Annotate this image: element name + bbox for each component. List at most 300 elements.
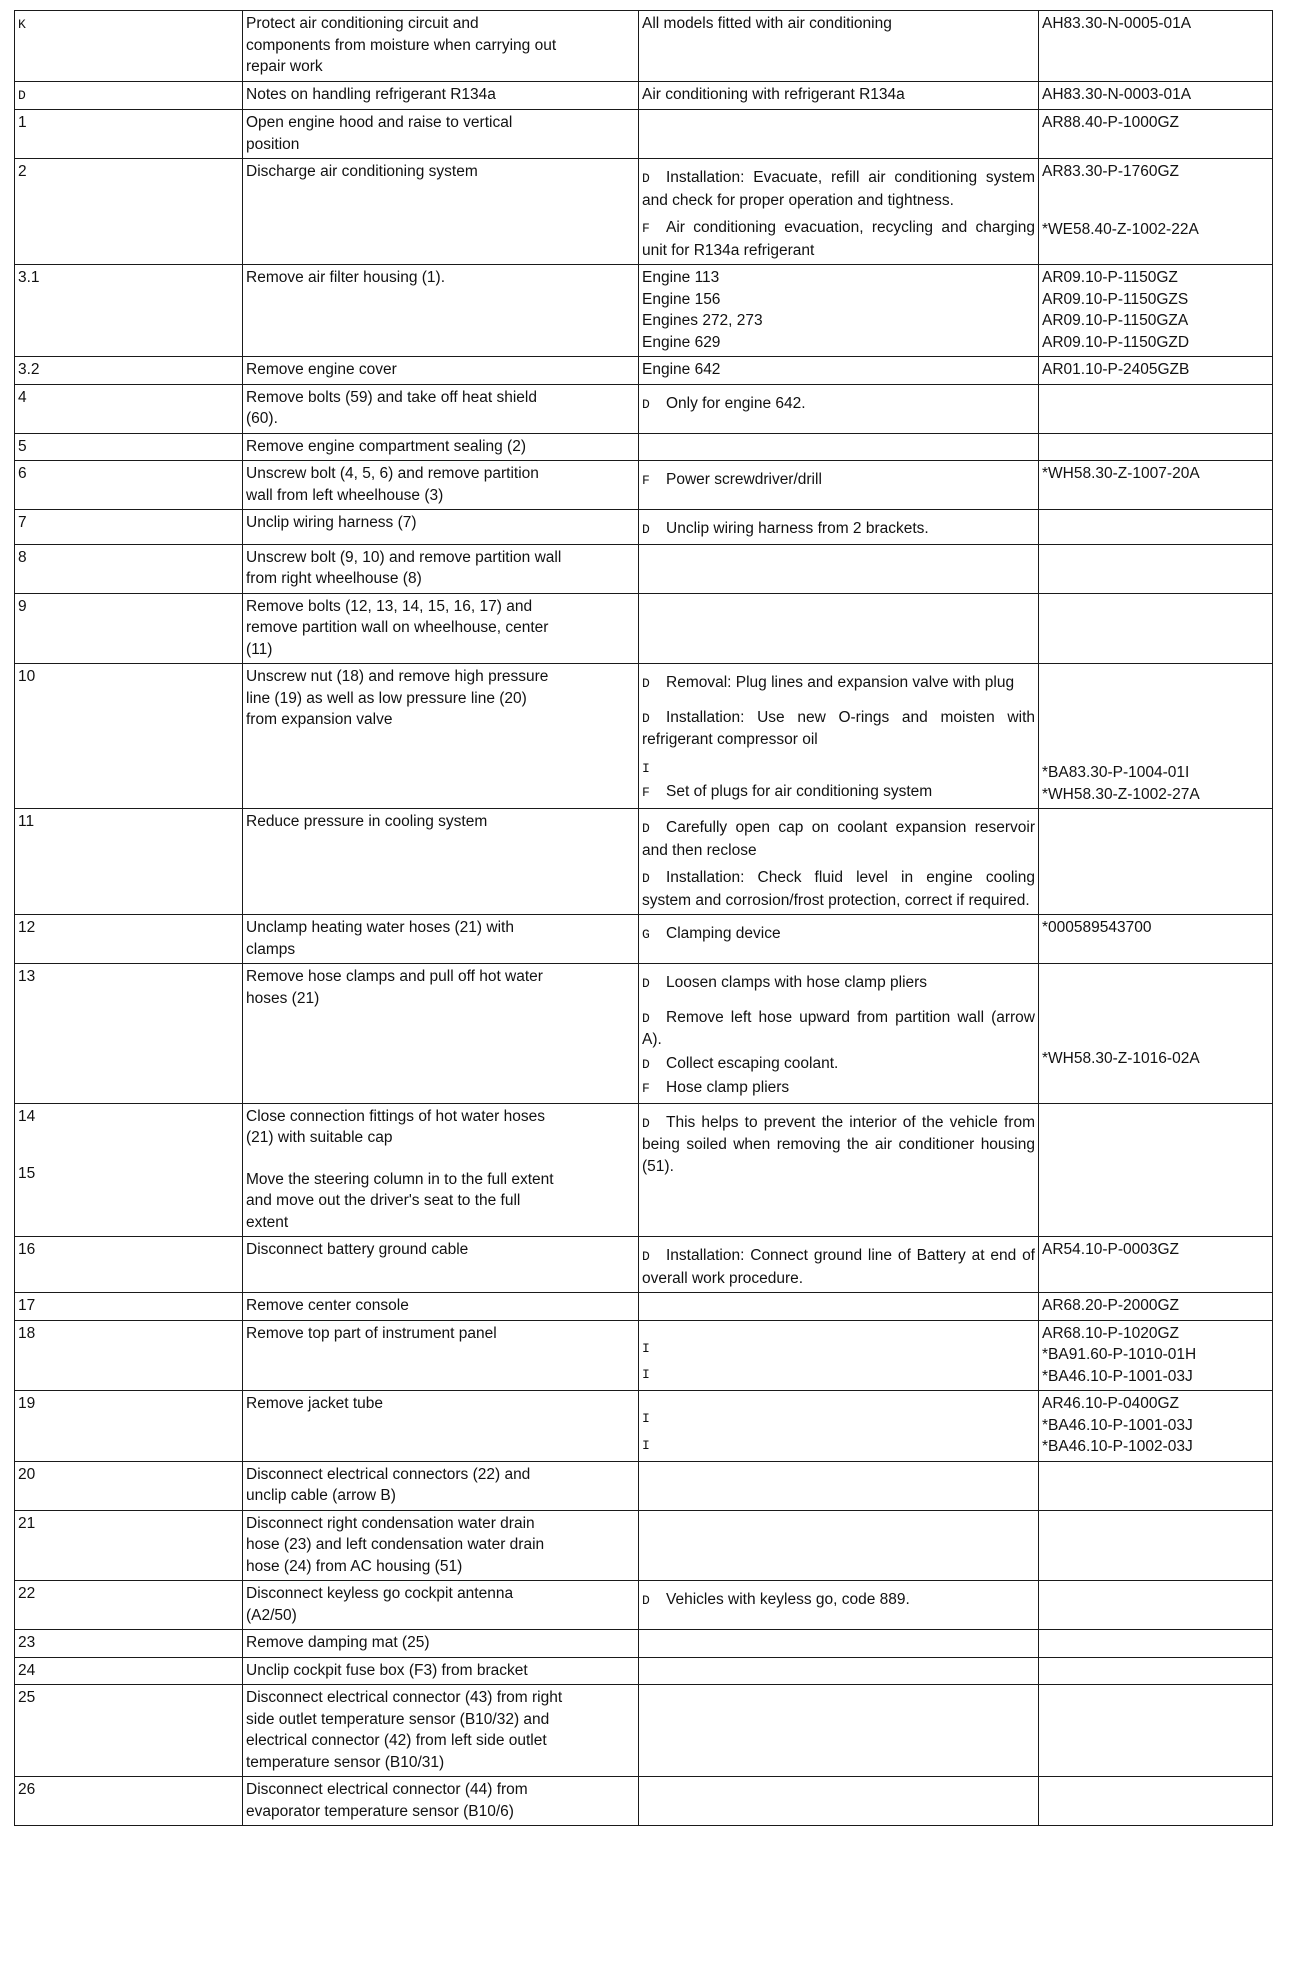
notes-cell (639, 1630, 1039, 1658)
reference-cell (1039, 510, 1273, 545)
step-number-cell (15, 1320, 243, 1391)
note-text: Installation: Use new O-rings and moisten with refrigerant compressor oil (642, 708, 1035, 748)
note-item (642, 310, 1035, 332)
note-text: Vehicles with keyless go, code 889. (666, 1591, 910, 1608)
reference-code: AR88.40-P-1000GZ (1042, 114, 1179, 131)
action-cell (243, 1657, 639, 1685)
note-marker-icon: G (642, 927, 650, 942)
notes-cell (639, 1103, 1039, 1237)
table-row (15, 664, 1273, 809)
step-number-cell (15, 1103, 243, 1237)
action-cell (243, 1777, 639, 1826)
reference-cell (1039, 1685, 1273, 1777)
note-item (642, 1434, 1035, 1457)
action-text: Remove engine compartment sealing (2) (246, 437, 526, 455)
action-text: wall from left wheelhouse (3) (246, 486, 444, 504)
note-item (642, 1245, 1035, 1289)
action-text: evaporator temperature sensor (B10/6) (246, 1802, 514, 1820)
reference-code: AR46.10-P-0400GZ (1042, 1395, 1179, 1412)
step-number: 4 (18, 388, 27, 406)
action-text: Close connection fittings of hot water hoses (246, 1107, 545, 1125)
note-marker-icon: D (642, 1249, 650, 1264)
reference-code: AH83.30-N-0003-01A (1042, 85, 1192, 103)
reference-cell (1039, 1293, 1273, 1321)
table-row (15, 1657, 1273, 1685)
note-item (642, 1112, 1035, 1178)
notes-cell (639, 357, 1039, 385)
step-number: 10 (18, 668, 36, 685)
step-number: 22 (18, 1585, 36, 1602)
notes-cell (639, 915, 1039, 964)
reference-cell (1039, 964, 1273, 1104)
action-text: Unclip wiring harness (7) (246, 514, 417, 531)
table-row (15, 964, 1273, 1104)
notes-cell (639, 964, 1039, 1104)
notes-cell (639, 81, 1039, 110)
note-text: Air conditioning evacuation, recycling and charging unit for R134a refrigerant (642, 219, 1035, 259)
table-row (15, 1391, 1273, 1462)
note-item (642, 923, 1035, 946)
step-number-cell (15, 544, 243, 593)
step-number-cell (15, 265, 243, 357)
reference-code: *BA46.10-P-1001-03J (1042, 1367, 1193, 1385)
action-cell (243, 1685, 639, 1777)
note-text: Set of plugs for air conditioning system (666, 783, 933, 800)
action-cell (243, 964, 639, 1104)
note-marker-icon: I (642, 1367, 650, 1382)
step-number: 1 (18, 114, 27, 131)
note-item (642, 1053, 1035, 1076)
step-number: 5 (18, 437, 27, 455)
reference-cell (1039, 1320, 1273, 1391)
reference-code: *BA46.10-P-1002-03J (1042, 1438, 1193, 1455)
action-text: from right wheelhouse (8) (246, 570, 422, 587)
note-marker-icon: F (642, 785, 650, 800)
note-text: Clamping device (666, 925, 781, 942)
notes-cell (639, 1237, 1039, 1293)
action-cell (243, 1293, 639, 1321)
step-number-cell (15, 11, 243, 82)
action-text: position (246, 135, 300, 153)
table-row (15, 11, 1273, 82)
notes-cell (639, 433, 1039, 461)
note-text: Installation: Check fluid level in engine cooling system and corrosion/frost protection, correct if required. (642, 869, 1035, 909)
reference-cell (1039, 1391, 1273, 1462)
notes-cell (639, 544, 1039, 593)
reference-cell (1039, 461, 1273, 510)
step-number-cell (15, 1510, 243, 1581)
notes-cell (639, 461, 1039, 510)
table-row (15, 357, 1273, 385)
step-number: 15 (18, 1165, 36, 1182)
reference-cell (1039, 1237, 1273, 1293)
notes-cell (639, 1657, 1039, 1685)
step-number-cell (15, 1237, 243, 1293)
step-number: 3.1 (18, 269, 40, 286)
action-text: Unclip cockpit fuse box (F3) from bracket (246, 1661, 528, 1679)
step-number-cell (15, 510, 243, 545)
reference-code: AH83.30-N-0005-01A (1042, 15, 1192, 32)
action-text: Disconnect right condensation water drain (246, 1514, 535, 1532)
action-text: Reduce pressure in cooling system (246, 813, 488, 830)
step-number-cell (15, 1581, 243, 1630)
action-cell (243, 110, 639, 159)
reference-cell (1039, 915, 1273, 964)
note-item (642, 1337, 1035, 1360)
note-text: Hose clamp pliers (666, 1079, 790, 1096)
step-number-cell (15, 433, 243, 461)
step-number: 19 (18, 1395, 36, 1412)
step-number: 14 (18, 1107, 36, 1125)
action-cell (243, 544, 639, 593)
action-text: Remove jacket tube (246, 1395, 383, 1412)
step-number-cell (15, 1293, 243, 1321)
reference-code: *WE58.40-Z-1002-22A (1042, 220, 1199, 238)
action-text: line (19) as well as low pressure line (20) (246, 689, 527, 707)
reference-code: *WH58.30-Z-1007-20A (1042, 465, 1200, 482)
step-number: 8 (18, 548, 27, 566)
note-text: This helps to prevent the interior of the vehicle from being soiled when removing the air conditioner housing (51). (642, 1113, 1035, 1175)
action-text: Remove air filter housing (1). (246, 269, 445, 286)
step-number: 3.2 (18, 361, 40, 378)
step-number: 12 (18, 919, 36, 936)
table-row (15, 915, 1273, 964)
table-row (15, 1461, 1273, 1510)
note-marker-icon: D (642, 871, 650, 886)
note-marker-icon: I (642, 1340, 650, 1356)
reference-code: *000589543700 (1042, 919, 1152, 936)
reference-cell (1039, 110, 1273, 159)
step-number-cell (15, 593, 243, 664)
note-item (642, 867, 1035, 911)
step-number: 11 (18, 813, 35, 830)
action-text: side outlet temperature sensor (B10/32) and (246, 1710, 550, 1728)
note-text: Removal: Plug lines and expansion valve with plug (666, 674, 1015, 691)
notes-cell (639, 1777, 1039, 1826)
action-cell (243, 1581, 639, 1630)
note-text: Installation: Connect ground line of Battery at end of overall work procedure. (642, 1247, 1035, 1287)
note-text: Remove left hose upward from partition wall (arrow A). (642, 1008, 1035, 1048)
action-text: hoses (21) (246, 989, 320, 1007)
note-item (642, 781, 1035, 804)
step-number-cell (15, 1685, 243, 1777)
reference-cell (1039, 1777, 1273, 1826)
action-text: hose (24) from AC housing (51) (246, 1557, 463, 1575)
action-text: Open engine hood and raise to vertical (246, 114, 513, 131)
note-text: Unclip wiring harness from 2 brackets. (666, 520, 929, 537)
step-number-cell (15, 1777, 243, 1826)
table-row (15, 159, 1273, 265)
action-cell (243, 1237, 639, 1293)
action-text: from expansion valve (246, 711, 393, 728)
table-row (15, 461, 1273, 510)
note-item (642, 1363, 1035, 1386)
step-number-cell (15, 1630, 243, 1658)
action-text: Remove bolts (59) and take off heat shield (246, 388, 537, 406)
reference-cell (1039, 1510, 1273, 1581)
action-cell (243, 384, 639, 433)
reference-cell (1039, 159, 1273, 265)
action-text: clamps (246, 940, 296, 958)
step-number-cell (15, 159, 243, 265)
note-item (642, 518, 1035, 541)
reference-code: AR01.10-P-2405GZB (1042, 361, 1190, 378)
reference-code: AR09.10-P-1150GZA (1042, 312, 1189, 329)
note-item (642, 84, 1035, 106)
step-number-cell (15, 81, 243, 110)
note-marker-icon: D (642, 522, 650, 537)
step-number: 2 (18, 163, 27, 180)
reference-code: AR09.10-P-1150GZD (1042, 333, 1190, 351)
reference-cell (1039, 357, 1273, 385)
note-text: Air conditioning with refrigerant R134a (642, 85, 905, 103)
notes-cell (639, 1685, 1039, 1777)
table-row (15, 1293, 1273, 1321)
action-text: Remove top part of instrument panel (246, 1324, 497, 1342)
notes-cell (639, 1461, 1039, 1510)
note-text: Engine 156 (642, 290, 721, 308)
note-marker-icon: D (642, 1593, 650, 1608)
notes-cell (639, 593, 1039, 664)
step-number: 24 (18, 1661, 36, 1679)
action-text: Discharge air conditioning system (246, 163, 478, 180)
reference-code: AR83.30-P-1760GZ (1042, 163, 1179, 180)
reference-code: AR54.10-P-0003GZ (1042, 1241, 1179, 1258)
table-row (15, 1320, 1273, 1391)
action-text: Remove bolts (12, 13, 14, 15, 16, 17) and (246, 597, 533, 615)
action-text: electrical connector (42) from left side outlet (246, 1732, 547, 1749)
action-text: and move out the driver's seat to the full (246, 1192, 521, 1209)
action-text: (11) (246, 640, 273, 658)
reference-code: *BA91.60-P-1010-01H (1042, 1346, 1197, 1363)
reference-code: AR09.10-P-1150GZ (1042, 269, 1178, 286)
note-item (642, 1007, 1035, 1051)
reference-cell (1039, 593, 1273, 664)
note-marker-icon: D (642, 821, 650, 836)
table-row (15, 265, 1273, 357)
step-number-cell (15, 809, 243, 915)
table-row (15, 1685, 1273, 1777)
notes-cell (639, 11, 1039, 82)
step-number: D (18, 87, 26, 103)
action-text: Unscrew nut (18) and remove high pressure (246, 668, 549, 685)
reference-cell (1039, 81, 1273, 110)
note-item (642, 1407, 1035, 1430)
notes-cell (639, 265, 1039, 357)
step-number-cell (15, 1391, 243, 1462)
action-cell (243, 1630, 639, 1658)
step-number: 23 (18, 1634, 36, 1651)
action-text: Remove hose clamps and pull off hot water (246, 968, 543, 985)
notes-cell (639, 110, 1039, 159)
table-row (15, 510, 1273, 545)
note-marker-icon: I (642, 1437, 650, 1453)
note-item (642, 817, 1035, 861)
reference-code: *WH58.30-Z-1016-02A (1042, 1050, 1200, 1067)
reference-cell (1039, 664, 1273, 809)
note-marker-icon: F (642, 473, 650, 488)
step-number-cell (15, 357, 243, 385)
note-text: All models fitted with air conditioning (642, 15, 892, 32)
table-row (15, 384, 1273, 433)
reference-cell (1039, 384, 1273, 433)
step-number-cell (15, 664, 243, 809)
table-row (15, 1103, 1273, 1237)
reference-code: *BA83.30-P-1004-01I (1042, 764, 1190, 781)
action-text: temperature sensor (B10/31) (246, 1753, 445, 1771)
action-text: hose (23) and left condensation water drain (246, 1536, 545, 1553)
reference-cell (1039, 11, 1273, 82)
action-text: Disconnect keyless go cockpit antenna (246, 1585, 514, 1602)
action-cell (243, 1103, 639, 1237)
action-cell (243, 433, 639, 461)
note-item (642, 469, 1035, 492)
action-cell (243, 510, 639, 545)
action-text: Protect air conditioning circuit and (246, 15, 479, 32)
table-row (15, 110, 1273, 159)
reference-code: AR68.20-P-2000GZ (1042, 1297, 1179, 1314)
table-row (15, 1237, 1273, 1293)
note-text: Power screwdriver/drill (666, 471, 822, 488)
procedure-table-body (15, 11, 1273, 1826)
reference-cell (1039, 1581, 1273, 1630)
table-row (15, 81, 1273, 110)
step-number: 20 (18, 1465, 36, 1483)
step-number-cell (15, 1657, 243, 1685)
action-text: Remove engine cover (246, 361, 397, 378)
step-number: 18 (18, 1324, 36, 1342)
note-item (642, 289, 1035, 311)
action-cell (243, 265, 639, 357)
action-cell (243, 1391, 639, 1462)
note-marker-icon: F (642, 1081, 650, 1096)
note-item (642, 1589, 1035, 1612)
note-item (642, 167, 1035, 211)
action-text: components from moisture when carrying out (246, 36, 557, 54)
step-number: 6 (18, 465, 27, 482)
procedure-table (14, 10, 1273, 1826)
notes-cell (639, 1391, 1039, 1462)
action-cell (243, 357, 639, 385)
step-number: 16 (18, 1241, 36, 1258)
action-text: (A2/50) (246, 1606, 297, 1624)
note-marker-icon: D (642, 976, 650, 991)
reference-cell (1039, 1461, 1273, 1510)
table-row (15, 809, 1273, 915)
note-text: Loosen clamps with hose clamp pliers (666, 974, 928, 991)
note-marker-icon: I (642, 760, 650, 776)
reference-cell (1039, 433, 1273, 461)
step-number: 17 (18, 1297, 36, 1314)
action-text: Notes on handling refrigerant R134a (246, 85, 496, 103)
action-cell (243, 664, 639, 809)
note-item (642, 267, 1035, 289)
action-text: unclip cable (arrow B) (246, 1487, 396, 1504)
action-text: Disconnect electrical connectors (22) and (246, 1465, 531, 1483)
reference-code: *WH58.30-Z-1002-27A (1042, 785, 1200, 803)
table-row (15, 1510, 1273, 1581)
note-item (642, 13, 1035, 35)
action-text: extent (246, 1213, 289, 1231)
note-item (642, 359, 1035, 381)
action-text: Unclamp heating water hoses (21) with (246, 919, 514, 936)
action-text: repair work (246, 58, 323, 75)
note-item (642, 972, 1035, 995)
reference-code: *BA46.10-P-1001-03J (1042, 1416, 1193, 1434)
table-row (15, 1630, 1273, 1658)
action-text: Disconnect electrical connector (43) from right (246, 1689, 563, 1706)
note-marker-icon: D (642, 396, 650, 412)
action-cell (243, 81, 639, 110)
reference-cell (1039, 1103, 1273, 1237)
step-number-cell (15, 110, 243, 159)
note-text: Carefully open cap on coolant expansion reservoir and then reclose (642, 819, 1035, 859)
action-cell (243, 593, 639, 664)
note-text: Installation: Evacuate, refill air conditioning system and check for proper operation and tightness. (642, 169, 1035, 209)
notes-cell (639, 1510, 1039, 1581)
action-cell (243, 1510, 639, 1581)
action-text: Move the steering column in to the full extent (246, 1170, 554, 1188)
notes-cell (639, 664, 1039, 809)
reference-cell (1039, 809, 1273, 915)
note-marker-icon: D (642, 1115, 650, 1131)
note-text: Engines 272, 273 (642, 312, 763, 329)
notes-cell (639, 809, 1039, 915)
action-cell (243, 1320, 639, 1391)
step-number: 7 (18, 514, 27, 531)
note-marker-icon: D (642, 1010, 650, 1026)
notes-cell (639, 384, 1039, 433)
action-text: (60). (246, 410, 278, 427)
action-text: remove partition wall on wheelhouse, center (246, 619, 549, 636)
note-marker-icon: I (642, 1411, 650, 1426)
action-cell (243, 915, 639, 964)
note-text: Collect escaping coolant. (666, 1054, 839, 1072)
step-number-cell (15, 384, 243, 433)
step-number-cell (15, 915, 243, 964)
step-number: 25 (18, 1689, 36, 1706)
table-row (15, 593, 1273, 664)
notes-cell (639, 1293, 1039, 1321)
note-marker-icon: D (642, 171, 650, 186)
note-text: Only for engine 642. (666, 394, 806, 412)
action-cell (243, 461, 639, 510)
action-cell (243, 11, 639, 82)
note-marker-icon: D (642, 710, 650, 726)
step-number-cell (15, 1461, 243, 1510)
note-item (642, 332, 1035, 354)
table-row (15, 1581, 1273, 1630)
table-row (15, 433, 1273, 461)
table-row (15, 544, 1273, 593)
step-number-cell (15, 964, 243, 1104)
step-number: 9 (18, 597, 27, 615)
note-marker-icon: F (642, 221, 650, 236)
action-text: (21) with suitable cap (246, 1129, 393, 1146)
note-item (642, 393, 1035, 416)
reference-cell (1039, 544, 1273, 593)
reference-cell (1039, 1630, 1273, 1658)
action-text: Remove damping mat (25) (246, 1634, 430, 1651)
action-cell (243, 159, 639, 265)
action-text: Remove center console (246, 1297, 409, 1314)
action-text: Disconnect electrical connector (44) from (246, 1781, 528, 1798)
reference-cell (1039, 265, 1273, 357)
notes-cell (639, 159, 1039, 265)
note-text: Engine 642 (642, 361, 721, 378)
step-number: 13 (18, 968, 36, 985)
action-text: Unscrew bolt (9, 10) and remove partition wall (246, 548, 562, 566)
